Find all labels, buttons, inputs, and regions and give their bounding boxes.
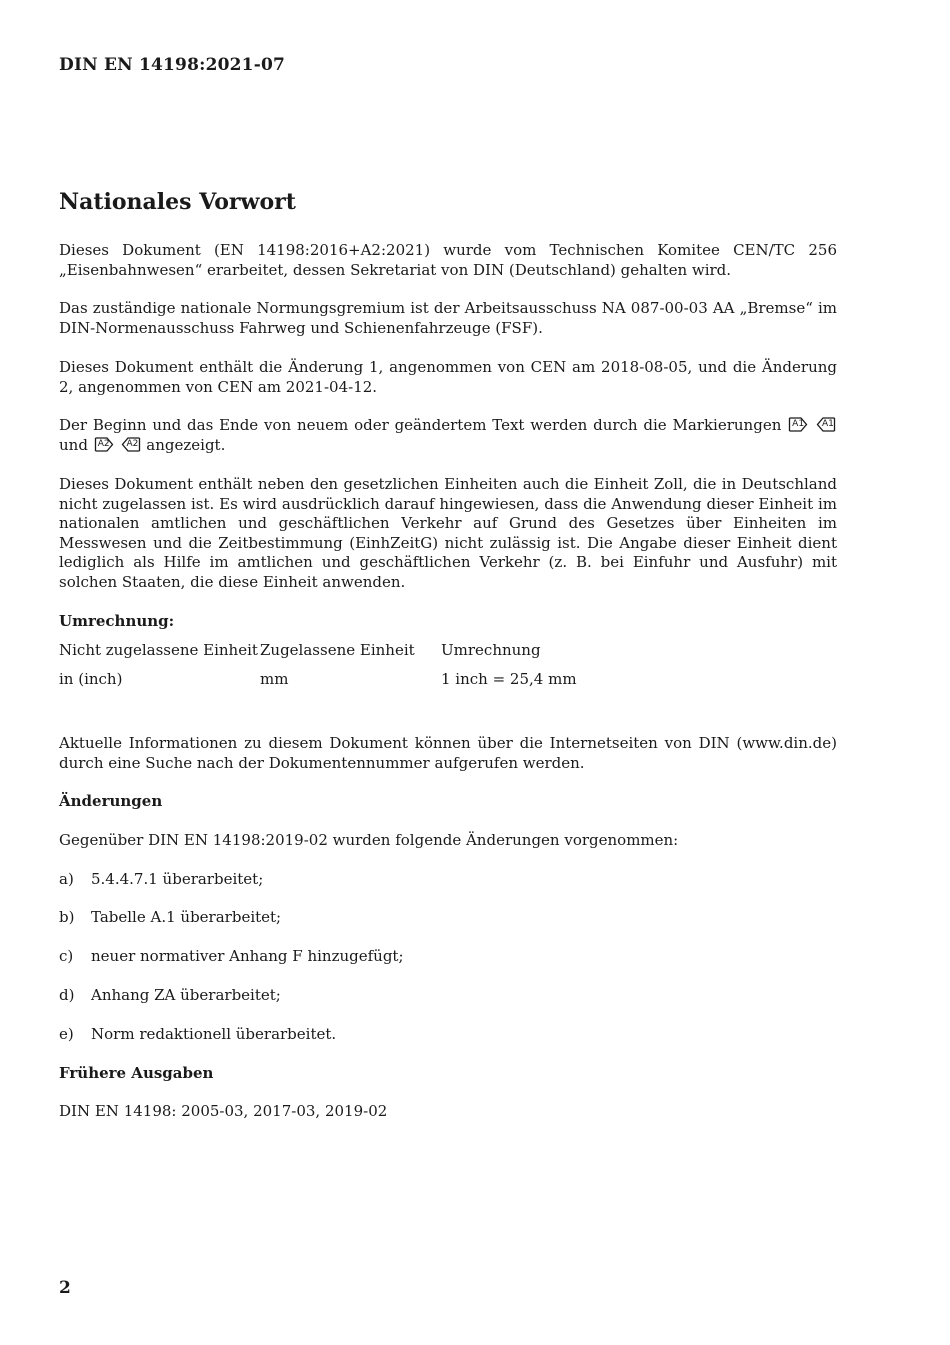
a2-start-marker-icon: A2 [94,437,114,452]
markers-text-before: Der Beginn und das Ende von neuem oder geändertem Text werden durch die Markierungen [59,416,782,434]
list-item-label: b) [59,908,75,926]
a1-start-marker-icon: A1 [788,417,808,432]
document-id-header: DIN EN 14198:2021-07 [59,55,286,75]
list-item [59,947,837,967]
column-header-conversion: Umrechnung [441,641,541,659]
conversion-table-header [59,641,837,661]
list-item-text: 5.4.4.7.1 überarbeitet; [91,870,264,888]
paragraph-amendments: Dieses Dokument enthält die Änderung 1, angenommen von CEN am 2018-08-05, und die Änderung 2, angenommen von CEN am 2021-04-12. [59,358,837,396]
column-header-not-permitted: Nicht zugelassene Einheit [59,641,258,659]
table-cell: in (inch) [59,670,123,688]
paragraph-committee: Dieses Dokument (EN 14198:2016+A2:2021) wurde vom Technischen Komitee CEN/TC 256 „Eisenbahnwesen“ erarbeitet, dessen Sekretariat von DIN (Deutschland) gehalten wird. [59,241,837,279]
conversion-heading: Umrechnung: [59,612,175,630]
list-item-label: c) [59,947,74,965]
table-cell: mm [260,670,289,688]
changes-intro: Gegenüber DIN EN 14198:2019-02 wurden folgende Änderungen vorgenommen: [59,831,679,849]
markers-word-and: und [59,435,88,454]
page-title: Nationales Vorwort [59,189,296,215]
a1-end-marker-icon: A1 [816,417,836,432]
list-item-label: e) [59,1025,74,1043]
table-row [59,670,837,690]
list-item [59,986,837,1006]
table-cell: 1 inch = 25,4 mm [441,670,577,688]
column-header-permitted: Zugelassene Einheit [260,641,415,659]
previous-editions-text: DIN EN 14198: 2005-03, 2017-03, 2019-02 [59,1102,388,1120]
list-item-label: a) [59,870,74,888]
list-item-label: d) [59,986,75,1004]
markers-text-after: angezeigt. [146,435,226,454]
paragraph-national-body: Das zuständige nationale Normungsgremium ist der Arbeitsausschuss NA 087-00-03 AA „Bremse“ im DIN-Normenausschuss Fahrweg und Schienenfahrzeuge (FSF). [59,299,837,337]
list-item [59,908,837,928]
paragraph-info: Aktuelle Informationen zu diesem Dokument können über die Internetseiten von DIN (www.din.de) durch eine Suche nach der Dokumentennummer aufgerufen werden. [59,734,837,772]
list-item [59,870,837,890]
paragraph-markers [59,416,837,455]
a2-end-marker-icon: A2 [121,437,141,452]
page-number: 2 [59,1278,71,1298]
previous-editions-heading: Frühere Ausgaben [59,1064,214,1082]
changes-heading: Änderungen [59,792,163,810]
list-item-text: Tabelle A.1 überarbeitet; [91,908,282,926]
list-item-text: Anhang ZA überarbeitet; [91,986,281,1004]
list-item-text: neuer normativer Anhang F hinzugefügt; [91,947,404,965]
list-item [59,1025,837,1045]
paragraph-zoll: Dieses Dokument enthält neben den gesetzlichen Einheiten auch die Einheit Zoll, die in Deutschland nicht zugelassen ist. Es wird ausdrücklich darauf hingewiesen, dass die Anwendung dieser Einheit im nationalen amtlichen und geschäftlichen Verkehr auf Grund des Gesetzes über Einheiten im Messwesen und die Zeitbestimmung (EinhZeitG) nicht zulässig ist. Die Angabe dieser Einheit dient lediglich als Hilfe im amtlichen und geschäftlichen Verkehr (z. B. bei Einfuhr und Ausfuhr) mit solchen Staaten, die diese Einheit anwenden. [59,475,837,591]
list-item-text: Norm redaktionell überarbeitet. [91,1025,337,1043]
